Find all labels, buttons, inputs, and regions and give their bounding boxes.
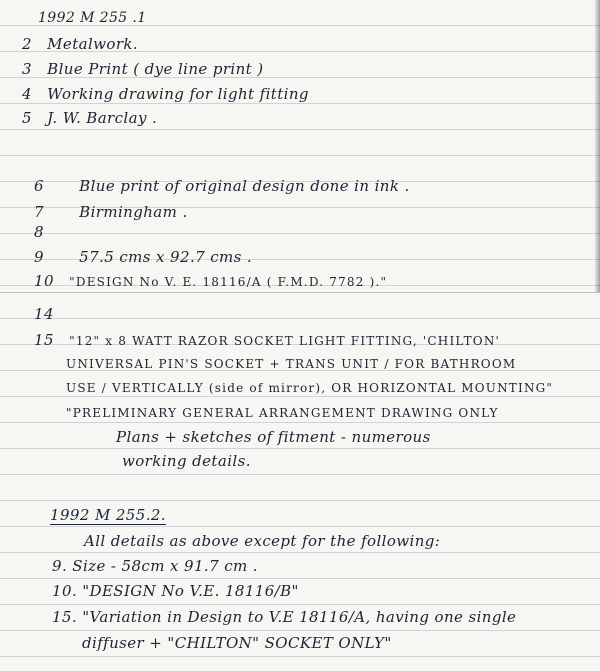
line-number: 7 (34, 203, 44, 221)
amendment-item: 10. "DESIGN No V.E. 18116/B" (52, 582, 299, 600)
line-text: "12" x 8 WATT RAZOR SOCKET LIGHT FITTING, 'CHILTON' (69, 334, 501, 348)
line-3 (22, 59, 264, 79)
amendment-item: 15. "Variation in Design to V.E 18116/A, having one single (52, 608, 517, 626)
line-text: Working drawing for light fitting (47, 85, 309, 103)
line-number: 2 (22, 35, 32, 53)
amendment-item: 9. Size - 58cm x 91.7 cm . (52, 557, 258, 575)
line-text: "DESIGN No V. E. 18116/A ( F.M.D. 7782 )." (69, 275, 388, 289)
line-text: Birmingham . (79, 203, 188, 221)
notebook-page-bottom (0, 292, 600, 671)
line-9 (34, 247, 252, 267)
line-8 (34, 222, 74, 242)
line-number: 9 (34, 248, 44, 266)
line-14: 14 (34, 305, 54, 323)
intro-line: All details as above except for the following: (84, 532, 441, 550)
page-edge-shadow (594, 0, 600, 292)
line-7 (34, 202, 188, 222)
line-15 (34, 330, 500, 351)
continuation-line: USE / VERTICALLY (side of mirror), OR HORIZONTAL MOUNTING" (66, 381, 554, 395)
line-5 (22, 108, 157, 128)
line-4 (22, 84, 309, 104)
line-text: Blue print of original design done in ink . (79, 177, 410, 195)
notebook-page-top (0, 0, 600, 292)
line-number: 8 (34, 223, 44, 241)
line-text: 57.5 cms x 92.7 cms . (79, 248, 253, 266)
line-text: Blue Print ( dye line print ) (47, 60, 264, 78)
record-header-2: 1992 M 255.2. (50, 506, 166, 524)
line-number: 10 (34, 272, 54, 290)
continuation-line: UNIVERSAL PIN'S SOCKET + TRANS UNIT / FOR BATHROOM (66, 357, 517, 371)
line-number: 5 (22, 109, 32, 127)
line-text: J. W. Barclay . (47, 109, 158, 127)
line-number: 4 (22, 85, 32, 103)
record-header: 1992 M 255 .1 (38, 10, 147, 26)
line-6 (34, 176, 410, 196)
continuation-line: "PRELIMINARY GENERAL ARRANGEMENT DRAWING ONLY (66, 406, 499, 420)
amendment-item: diffuser + "CHILTON" SOCKET ONLY" (82, 634, 392, 652)
line-number: 6 (34, 177, 44, 195)
line-text: Metalwork. (47, 35, 139, 53)
continuation-line: working details. (122, 452, 251, 470)
continuation-line: Plans + sketches of fitment - numerous (116, 428, 431, 446)
line-2 (22, 34, 138, 54)
line-number: 3 (22, 60, 32, 78)
line-number: 15 (34, 331, 54, 349)
line-10 (34, 271, 387, 292)
